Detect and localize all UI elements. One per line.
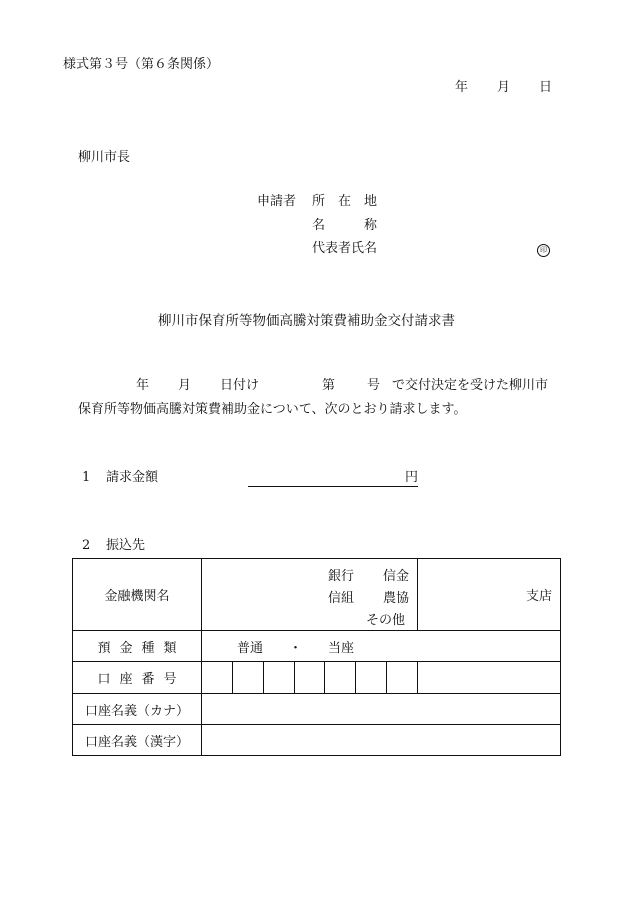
- digit-box[interactable]: [325, 662, 356, 693]
- account-number-extra: [418, 662, 561, 694]
- account-number-label: 口座番号: [73, 662, 202, 694]
- applicant-rep-label: 代表者氏名: [312, 241, 378, 256]
- holder-kanji-label: 口座名義（漢字）: [73, 725, 202, 756]
- bank-type-options: [202, 559, 417, 630]
- applicant-name-label: 名 称: [312, 218, 378, 233]
- date-day: 日: [539, 80, 553, 95]
- date-month: 月: [497, 80, 511, 95]
- body-go: 号: [367, 378, 381, 393]
- applicant-label: 申請者: [257, 194, 297, 209]
- bank-type-ginko: 銀行: [328, 569, 355, 584]
- account-type-label: 預金種類: [73, 631, 202, 662]
- body-dated: 日付け: [220, 378, 260, 393]
- bank-type-other: その他: [366, 613, 406, 628]
- date-year: 年: [455, 80, 469, 95]
- bank-type-nokyo: 農協: [383, 591, 410, 606]
- amount-field[interactable]: [248, 470, 418, 487]
- bank-type-shinkumi: 信組: [328, 591, 355, 606]
- account-type-options: 普通 ・ 当座: [237, 640, 355, 656]
- transfer-table: [72, 558, 561, 756]
- body-dai: 第: [322, 378, 336, 393]
- digit-box[interactable]: [233, 662, 264, 693]
- holder-kana-label: 口座名義（カナ）: [73, 694, 202, 725]
- holder-kana-row: [73, 694, 561, 725]
- item2-number: 2: [82, 538, 91, 553]
- form-number: 様式第３号（第６条関係）: [63, 57, 220, 72]
- item1-label: 請求金額: [106, 470, 159, 485]
- document-title: 柳川市保育所等物価高騰対策費補助金交付請求書: [158, 313, 455, 329]
- holder-kanji-row: [73, 725, 561, 756]
- body-line2: 保育所等物価高騰対策費補助金について、次のとおり請求します。: [78, 402, 467, 417]
- digit-box[interactable]: [264, 662, 295, 693]
- bank-row: [73, 559, 561, 631]
- account-type-row: [73, 631, 561, 662]
- digit-box[interactable]: [295, 662, 326, 693]
- account-type-cell[interactable]: [202, 631, 561, 662]
- branch-label: 支店: [525, 589, 552, 604]
- digit-box[interactable]: [202, 662, 233, 693]
- holder-kanji-field[interactable]: [202, 725, 561, 756]
- bank-label: 金融機関名: [73, 559, 202, 631]
- body-line1: で交付決定を受けた柳川市: [392, 378, 549, 393]
- digit-box[interactable]: [387, 662, 417, 693]
- seal-icon: 印: [537, 244, 550, 257]
- bank-type-shinkin: 信金: [383, 569, 410, 584]
- account-number-row: [73, 662, 561, 694]
- amount-unit: 円: [405, 470, 419, 485]
- item2-label: 振込先: [106, 538, 146, 553]
- body-month: 月: [178, 378, 192, 393]
- digit-box[interactable]: [356, 662, 387, 693]
- applicant-address-label: 所 在 地: [312, 194, 378, 209]
- body-year: 年: [136, 378, 150, 393]
- item1-number: 1: [82, 470, 91, 485]
- bank-name-cell[interactable]: [202, 559, 418, 631]
- account-number-digits[interactable]: [202, 662, 418, 694]
- holder-kana-field[interactable]: [202, 694, 561, 725]
- seal-mark: [537, 241, 550, 257]
- addressee: 柳川市長: [78, 150, 131, 165]
- branch-cell[interactable]: [418, 559, 561, 631]
